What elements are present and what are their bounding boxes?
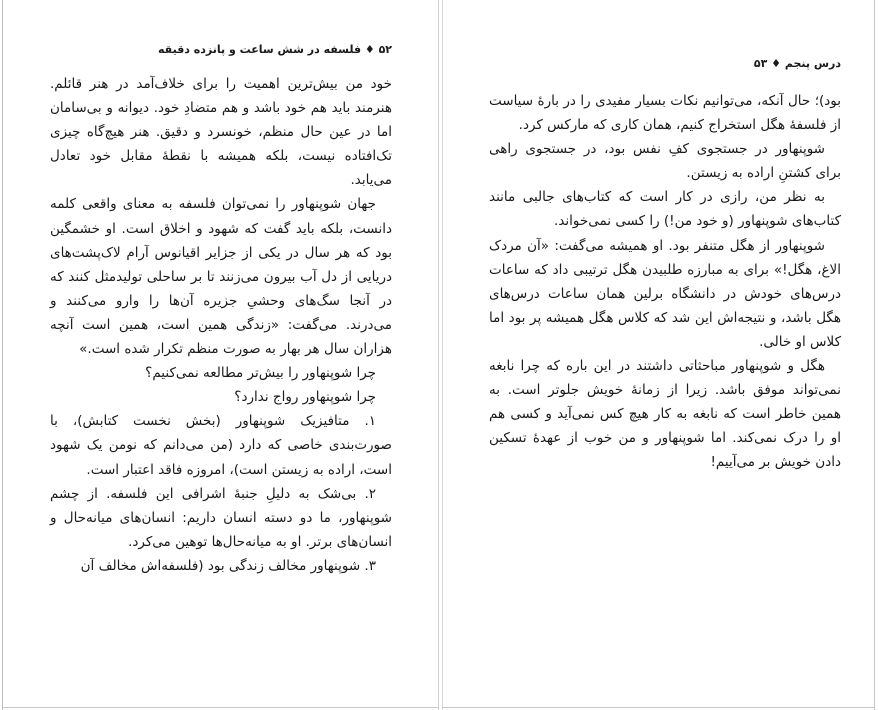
gutter-edge-left <box>438 0 439 710</box>
left-paragraph-1: خود من بیش‌ترین اهمیت را برای خلاف‌آمد در هنر قائلم. هنرمند باید هم خود باشد و هم متضادِ خود. دیوانه و بی‌سامان اما در عین حال منظم، خونسرد و دقیق. هنر هیچ‌گاه چیزی تک‌افتاده نیست، بلکه همیشه با نقطهٔ مقابل خود تعادل می‌یابد. <box>50 76 392 189</box>
gutter-edge-right <box>442 0 443 710</box>
right-paragraph-1: بود)؛ حال آنکه، می‌توانیم نکات بسیار مفیدی را در بارهٔ سیاست از فلسفهٔ هگل استخراج کنیم، همان کاری که مارکس کرد. <box>489 93 841 134</box>
left-page-header: ۵۲ ♦ فلسفه در شش ساعت و پانزده دقیقه <box>158 43 392 56</box>
left-paragraph-2: جهان شوپنهاور را نمی‌توان فلسفه به معنای واقعی کلمه دانست، بلکه باید گفت که شهود و اخلاق است. او خشمگین بود که هر سال در یکی از جزایر اقیانوس آرام لاک‌پشت‌های دریایی از دل آب بیرون می‌زنند تا بر ساحلی تولیدمثل کنند که در آنجا سگ‌های وحشیِ جزیره آن‌ها را وارو می‌کنند و می‌درند. می‌گفت: «زندگی همین است، همین است آنچه هزاران سال هر بهار به صورت منظم تکرار شده است.» <box>50 196 392 358</box>
left-paragraph-5: ۱. متافیزیک شوپنهاور (بخش نخست کتابش)، با صورت‌بندی خاصی که دارد (من می‌دانم که نومن یک شهود است، اراده به زیستن است)، امروزه فاقد اعتبار است. <box>50 413 392 478</box>
right-page-header: درس پنجم ♦ ۵۳ <box>753 57 841 70</box>
right-paragraph-3: به نظر من، رازی در کار است که کتاب‌های جالبی مانند کتاب‌های شوپنهاور (و خود من!) را کسی نمی‌خواند. <box>489 189 841 230</box>
right-page-outer-edge <box>874 0 875 710</box>
left-paragraph-3: چرا شوپنهاور را بیش‌تر مطالعه نمی‌کنیم؟ <box>145 365 376 382</box>
left-paragraph-7: ۳. شوپنهاور مخالف زندگی بود (فلسفه‌اش مخالف آن <box>80 557 376 574</box>
left-page-body <box>50 72 392 578</box>
right-paragraph-2: شوپنهاور در جستجوی کفِ نفس بود، در جستجوی راهی برای کشتنِ اراده به زیستن. <box>489 141 841 182</box>
right-paragraph-5: هگل و شوپنهاور مباحثاتی داشتند در این باره که چرا نابغه نمی‌تواند موفق باشد. زیرا از زمانهٔ خویش جلوتر است. به همین خاطر است که نابغه به کار هیچ کس نمی‌آید و کسی هم او را درک نمی‌کند. اما شوپنهاور و من خوب از عهدهٔ تسکین دادن خویش بر می‌آییم! <box>489 358 841 471</box>
left-page-outer-edge <box>2 0 3 710</box>
left-paragraph-6: ۲. بی‌شک به دلیلِ جنبهٔ اشرافی این فلسفه. از چشم شوپنهاور، ما دو دسته انسان داریم: انسان‌های میانه‌حال و انسان‌های برتر. او به میانه‌حال‌ها توهین می‌کرد. <box>50 485 392 550</box>
left-page-bottom-edge <box>2 707 438 708</box>
right-page-body <box>489 89 841 475</box>
right-page-bottom-edge <box>442 707 874 708</box>
right-page <box>440 0 878 710</box>
right-paragraph-4: شوپنهاور از هگل متنفر بود. او همیشه می‌گفت: «آن مردک الاغ، هگل!» برای به مبارزه طلبیدن هگل ترتیبی داد که ساعات درس‌های خودش در دانشگاه برلین همان ساعات درس‌های هگل باشد، و نتیجه‌اش این شد که کلاس هگل همیشه پر بود اما کلاس او خالی. <box>489 237 841 350</box>
left-paragraph-4: چرا شوپنهاور رواج ندارد؟ <box>234 389 376 406</box>
